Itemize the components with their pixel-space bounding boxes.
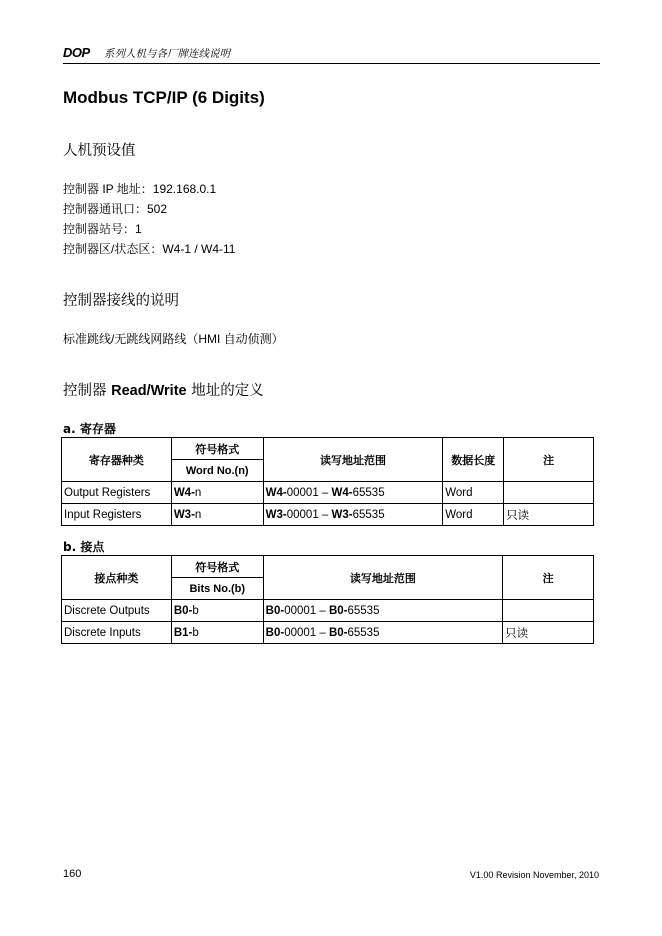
con-symbol: B1-b bbox=[171, 622, 263, 644]
document-title: Modbus TCP/IP (6 Digits) bbox=[63, 88, 265, 107]
con-range: B0-00001 – B0-65535 bbox=[263, 622, 503, 644]
preset-line-area: 控制器区/状态区：W4-1 / W4-11 bbox=[63, 242, 236, 256]
reg-symbol: W4-n bbox=[171, 482, 263, 504]
wiring-text: 标准跳线/无跳线网路线（HMI 自动侦测） bbox=[63, 332, 284, 346]
con-note: 只读 bbox=[503, 622, 594, 644]
table-row bbox=[62, 622, 594, 644]
table-row bbox=[62, 600, 594, 622]
reg-header-note: 注 bbox=[504, 438, 594, 482]
header-title: 系列人机与各厂牌连线说明 bbox=[104, 48, 230, 60]
con-header-range: 读写地址范围 bbox=[263, 556, 503, 600]
con-symbol: B0-b bbox=[171, 600, 263, 622]
con-header-note: 注 bbox=[503, 556, 594, 600]
reg-range: W3-00001 – W3-65535 bbox=[263, 504, 443, 526]
revision-text: V1.00 Revision November, 2010 bbox=[469, 870, 599, 880]
reg-note bbox=[504, 482, 594, 504]
preset-line-station: 控制器站号：1 bbox=[63, 222, 142, 236]
reg-header-symbol: 符号格式 bbox=[171, 438, 263, 460]
wiring-heading: 控制器接线的说明 bbox=[63, 293, 179, 309]
table-row bbox=[62, 504, 594, 526]
reg-header-kind: 寄存器种类 bbox=[62, 438, 172, 482]
rw-heading bbox=[63, 379, 264, 400]
hmi-preset-heading: 人机预设值 bbox=[63, 143, 136, 159]
con-kind: Discrete Outputs bbox=[62, 600, 172, 622]
rw-heading-suffix: 地址的定义 bbox=[186, 383, 264, 399]
reg-header-symbol-sub: Word No.(n) bbox=[171, 460, 263, 482]
con-header-symbol-sub: Bits No.(b) bbox=[171, 578, 263, 600]
contacts-table bbox=[61, 555, 594, 644]
reg-length: Word bbox=[443, 482, 504, 504]
rw-heading-bold: Read/Write bbox=[111, 383, 187, 399]
con-header-symbol: 符号格式 bbox=[171, 556, 263, 578]
con-range: B0-00001 – B0-65535 bbox=[263, 600, 503, 622]
registers-label: a. 寄存器 bbox=[63, 422, 116, 436]
reg-header-length: 数据长度 bbox=[443, 438, 504, 482]
rw-heading-prefix: 控制器 bbox=[63, 383, 107, 399]
con-kind: Discrete Inputs bbox=[62, 622, 172, 644]
reg-kind: Output Registers bbox=[62, 482, 172, 504]
preset-line-port: 控制器通讯口：502 bbox=[63, 202, 168, 216]
contacts-label: b. 接点 bbox=[63, 540, 105, 554]
reg-symbol: W3-n bbox=[171, 504, 263, 526]
con-note bbox=[503, 600, 594, 622]
reg-header-range: 读写地址范围 bbox=[263, 438, 443, 482]
registers-table bbox=[61, 437, 594, 526]
reg-range: W4-00001 – W4-65535 bbox=[263, 482, 443, 504]
preset-line-ip: 控制器 IP 地址：192.168.0.1 bbox=[63, 182, 217, 196]
reg-kind: Input Registers bbox=[62, 504, 172, 526]
table-row bbox=[62, 482, 594, 504]
reg-note: 只读 bbox=[504, 504, 594, 526]
con-header-kind: 接点种类 bbox=[62, 556, 172, 600]
dop-logo: DOP bbox=[63, 45, 90, 60]
page-number: 160 bbox=[63, 868, 82, 880]
page-header bbox=[63, 43, 600, 64]
reg-length: Word bbox=[443, 504, 504, 526]
